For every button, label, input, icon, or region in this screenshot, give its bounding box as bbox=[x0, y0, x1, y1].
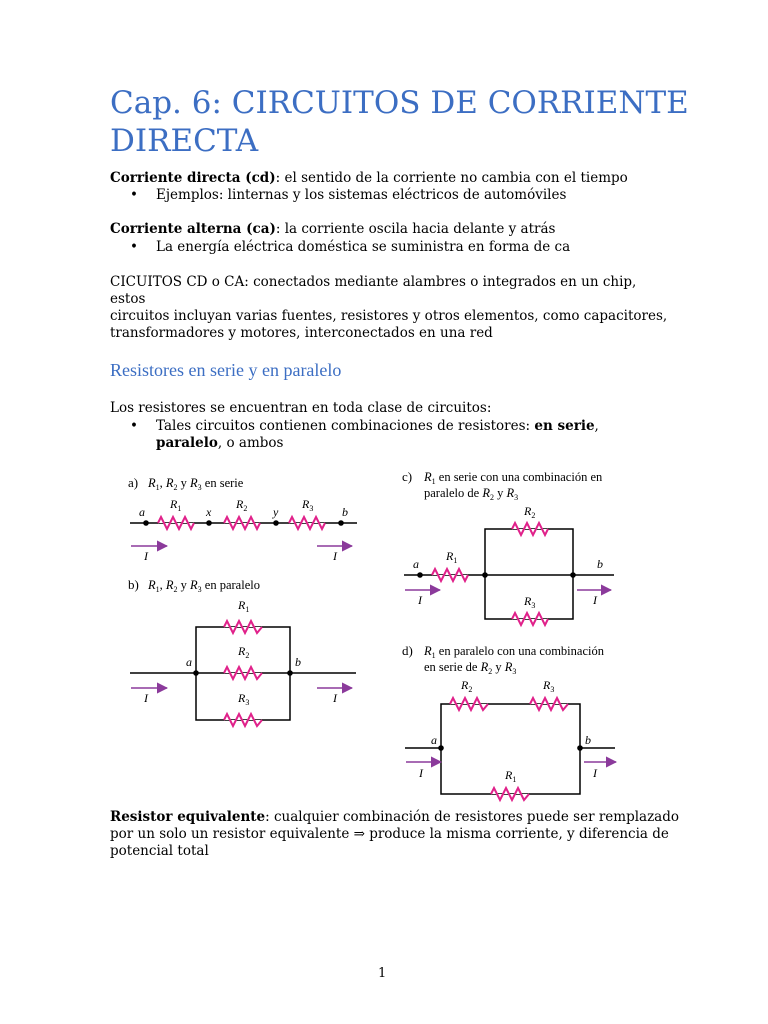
equivalent-line-3: potencial total bbox=[110, 843, 209, 859]
resistor-label-r2: $R_2$ bbox=[238, 644, 250, 660]
node-label-x: x bbox=[206, 505, 212, 519]
node-a bbox=[193, 670, 199, 676]
figure-d-mixed bbox=[402, 643, 616, 800]
resistors-bullet-text-1: Tales circuitos contienen combinaciones de resistores: bbox=[156, 418, 535, 434]
dc-definition-text: : el sentido de la corriente no cambia con el tiempo bbox=[275, 170, 628, 186]
figure-c-caption-line1: $R_1$ en serie con una combinación en bbox=[424, 470, 603, 486]
resistor-r2 bbox=[224, 667, 262, 679]
figure-a-label: a) bbox=[128, 475, 139, 490]
node-label-a: a bbox=[186, 655, 192, 669]
bullet-icon: • bbox=[130, 187, 138, 203]
dc-term: Corriente directa (cd) bbox=[110, 170, 276, 186]
figure-c-mixed bbox=[402, 469, 614, 625]
resistor-label-r3: $R_3$ bbox=[238, 691, 250, 707]
dc-bullet-text: Ejemplos: linternas y los sistemas eléctricos de automóviles bbox=[156, 187, 567, 203]
figure-c-label: c) bbox=[402, 469, 413, 484]
figure-a-caption: $R_1$, $R_2$ y $R_3$ en serie bbox=[148, 476, 244, 492]
resistors-intro: Los resistores se encuentran en toda clase de circuitos: bbox=[110, 400, 492, 416]
bullet-icon: • bbox=[130, 239, 138, 255]
node-label-a: a bbox=[413, 557, 419, 571]
bullet-icon: • bbox=[130, 418, 138, 434]
page-number: 1 bbox=[378, 966, 387, 981]
node-a bbox=[417, 572, 423, 578]
equivalent-line-2: por un solo un resistor equivalente ⇒ produce la misma corriente, y diferencia de bbox=[110, 826, 669, 842]
figure-b-parallel bbox=[128, 577, 356, 726]
node-label-a: a bbox=[431, 733, 437, 747]
resistor-r3 bbox=[530, 698, 568, 710]
circuits-paragraph-line: transformadores y motores, interconectados en una red bbox=[110, 325, 493, 341]
ac-bullet-text: La energía eléctrica doméstica se suministra en forma de ca bbox=[156, 239, 571, 255]
node-b bbox=[570, 572, 576, 578]
paralelo-term: paralelo bbox=[156, 435, 218, 451]
resistor-r1 bbox=[158, 517, 194, 529]
resistor-r3 bbox=[289, 517, 325, 529]
resistor-label-r1: $R_1$ bbox=[170, 497, 182, 513]
resistor-label-r1: $R_1$ bbox=[238, 598, 250, 614]
resistor-r1 bbox=[491, 788, 529, 800]
current-label: I bbox=[144, 691, 148, 705]
resistor-label-r2: $R_2$ bbox=[524, 504, 536, 520]
equivalent-line bbox=[110, 809, 690, 826]
resistor-label-r2: $R_2$ bbox=[236, 497, 248, 513]
node-label-b: b bbox=[342, 505, 348, 519]
node-b bbox=[338, 520, 344, 526]
node-x bbox=[206, 520, 212, 526]
equivalent-paragraph bbox=[110, 809, 690, 860]
figure-d-caption-line1: $R_1$ en paralelo con una combinación bbox=[424, 644, 604, 660]
resistor-r2 bbox=[450, 698, 488, 710]
node-y bbox=[273, 520, 279, 526]
figure-d-label: d) bbox=[402, 643, 413, 658]
resistor-r1 bbox=[224, 621, 262, 633]
current-label: I bbox=[144, 549, 148, 563]
resistor-r3 bbox=[224, 714, 262, 726]
node-label-b: b bbox=[295, 655, 301, 669]
resistor-label-r3: $R_3$ bbox=[524, 594, 536, 610]
equivalent-line-1: : cualquier combinación de resistores puede ser remplazado bbox=[265, 809, 680, 825]
circuits-paragraph-line: circuitos incluyan varias fuentes, resistores y otros elementos, como capacitores, bbox=[110, 308, 668, 324]
node-label-a: a bbox=[139, 505, 145, 519]
node-label-b: b bbox=[585, 733, 591, 747]
serie-term: en serie bbox=[534, 418, 595, 434]
node-label-b: b bbox=[597, 557, 603, 571]
resistor-r3 bbox=[512, 613, 548, 625]
ac-term: Corriente alterna (ca) bbox=[110, 221, 276, 237]
resistor-r2 bbox=[224, 517, 260, 529]
resistor-r2 bbox=[512, 523, 548, 535]
node-a bbox=[143, 520, 149, 526]
ac-definition-text: : la corriente oscila hacia delante y atrás bbox=[275, 221, 556, 237]
figure-c-caption-line2: paralelo de $R_2$ y $R_3$ bbox=[424, 486, 519, 502]
current-label: I bbox=[419, 766, 423, 780]
wire bbox=[485, 529, 573, 575]
figure-a-series bbox=[128, 475, 357, 563]
figure-d-caption-line2: en serie de $R_2$ y $R_3$ bbox=[424, 660, 517, 676]
resistor-label-r3: $R_3$ bbox=[543, 678, 555, 694]
separator: , bbox=[594, 418, 599, 434]
junction-node bbox=[482, 572, 488, 578]
resistor-r1 bbox=[432, 569, 468, 581]
resistors-bullet-text-2: , o ambos bbox=[217, 435, 284, 451]
resistor-label-r1: $R_1$ bbox=[505, 768, 517, 784]
circuits-paragraph-line: CICUITOS CD o CA: conectados mediante alambres o integrados en un chip, estos bbox=[110, 274, 637, 307]
page-title: Cap. 6: CIRCUITOS DE CORRIENTE DIRECTA bbox=[110, 85, 689, 159]
current-label: I bbox=[418, 593, 422, 607]
current-label: I bbox=[333, 549, 337, 563]
current-label: I bbox=[333, 691, 337, 705]
node-b bbox=[577, 745, 583, 751]
resistor-label-r1: $R_1$ bbox=[446, 549, 458, 565]
equivalent-term: Resistor equivalente bbox=[110, 809, 266, 825]
figure-b-label: b) bbox=[128, 577, 139, 592]
node-label-y: y bbox=[273, 505, 279, 519]
figure-b-caption: $R_1$, $R_2$ y $R_3$ en paralelo bbox=[148, 578, 260, 594]
resistor-label-r2: $R_2$ bbox=[461, 678, 473, 694]
node-b bbox=[287, 670, 293, 676]
current-label: I bbox=[593, 593, 597, 607]
node-a bbox=[438, 745, 444, 751]
current-label: I bbox=[593, 766, 597, 780]
resistor-label-r3: $R_3$ bbox=[302, 497, 314, 513]
section-heading: Resistores en serie y en paralelo bbox=[110, 360, 342, 380]
